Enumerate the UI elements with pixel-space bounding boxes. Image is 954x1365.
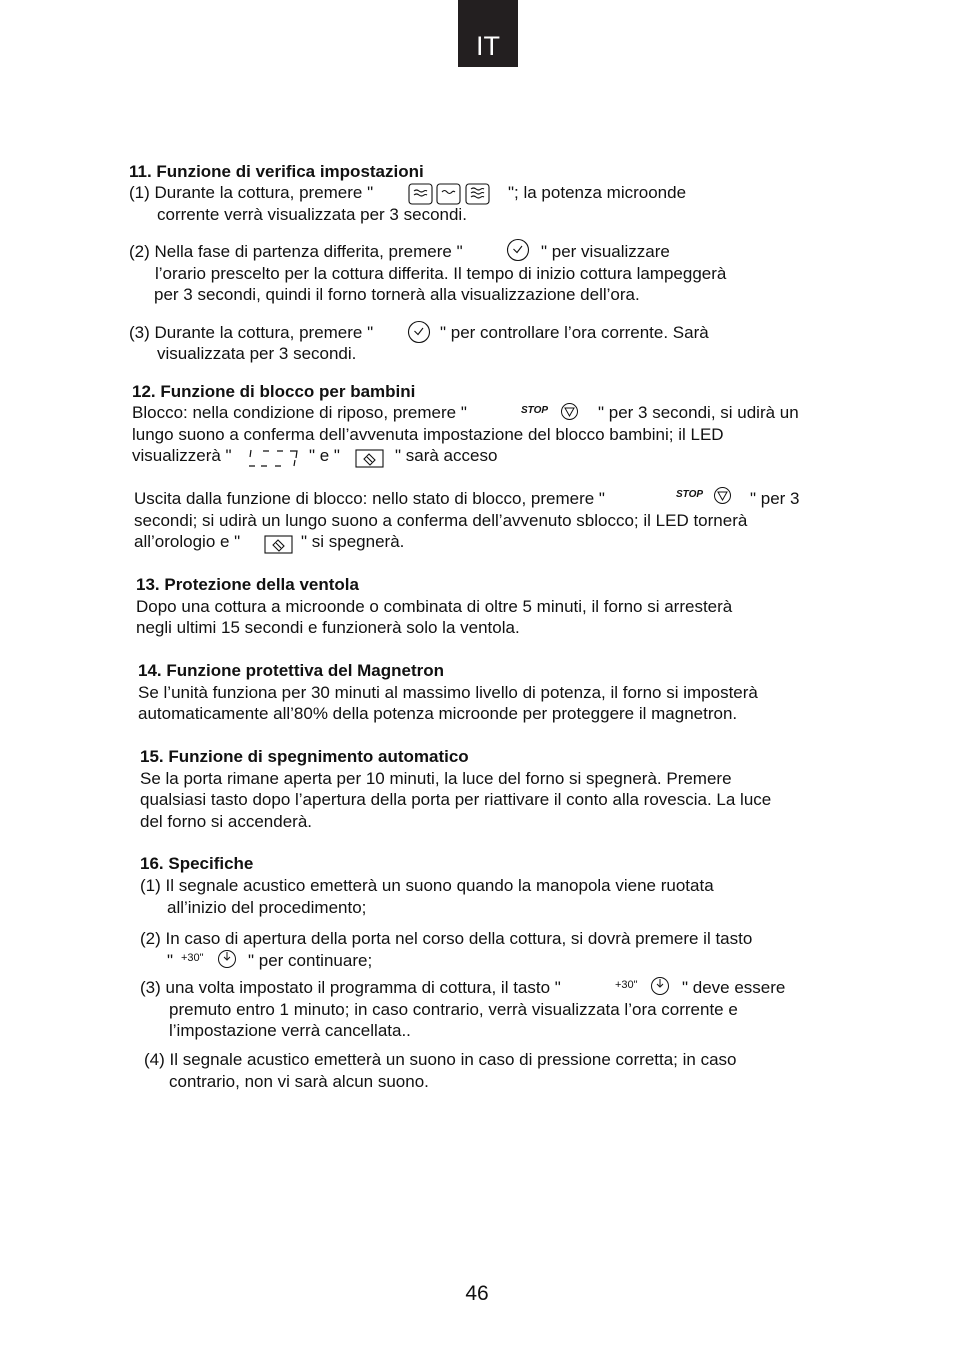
stop-icon xyxy=(676,486,738,506)
section-12-title: 12. Funzione di blocco per bambini xyxy=(132,382,416,401)
language-tab: IT xyxy=(458,0,518,67)
s15-l1: Se la porta rimane aperta per 10 minuti, la luce del forno si spegnerà. Premere xyxy=(140,769,732,788)
microwave-power-icon xyxy=(408,183,492,205)
s11-p3b: " per controllare l’ora corrente. Sarà xyxy=(440,323,709,342)
s12-u1b: " per 3 xyxy=(750,489,800,508)
s12-b1d: visualizzerà " xyxy=(132,446,232,465)
s12-u1a: Uscita dalla funzione di blocco: nello stato di blocco, premere " xyxy=(134,489,605,508)
s11-p1b: "; la potenza microonde xyxy=(508,183,687,202)
led-dashes-icon xyxy=(247,448,303,468)
page-number: 46 xyxy=(465,1282,489,1305)
child-lock-icon xyxy=(264,535,294,555)
plus30-label: +30" xyxy=(181,952,204,964)
s11-p1c: corrente verrà visualizzata per 3 secondi. xyxy=(157,205,467,224)
s16-d1: (4) Il segnale acustico emetterà un suono in caso di pressione corretta; in caso xyxy=(144,1050,737,1069)
start-plus30-icon xyxy=(181,949,241,971)
s16-a2: all’inizio del procedimento; xyxy=(167,898,367,917)
stop-label: STOP xyxy=(676,489,704,500)
s12-b1f: " sarà acceso xyxy=(395,446,498,465)
s16-c1b: " deve essere xyxy=(682,978,786,997)
s11-p2c: l’orario prescelto per la cottura differita. Il tempo di inizio cottura lampeggerà xyxy=(155,264,727,283)
s16-a1: (1) Il segnale acustico emetterà un suono quando la manopola viene ruotata xyxy=(140,876,714,895)
s16-b2b: " per continuare; xyxy=(248,951,373,970)
start-plus30-icon xyxy=(615,976,675,998)
s16-c2: premuto entro 1 minuto; in caso contrario, verrà visualizzata l’ora corrente e xyxy=(169,1000,738,1019)
s16-c3: l’impostazione verrà cancellata.. xyxy=(169,1021,411,1040)
s12-u1d: all’orologio e " xyxy=(134,532,241,551)
s16-d2: contrario, non vi sarà alcun suono. xyxy=(169,1072,429,1091)
s11-p3c: visualizzata per 3 secondi. xyxy=(157,344,357,363)
s11-p2a: (2) Nella fase di partenza differita, premere " xyxy=(129,242,463,261)
s12-b1b: " per 3 secondi, si udirà un xyxy=(598,403,799,422)
s11-p1a: (1) Durante la cottura, premere " xyxy=(129,183,374,202)
s16-b2a: " xyxy=(167,951,174,970)
clock-icon xyxy=(407,320,431,344)
s11-p3a: (3) Durante la cottura, premere " xyxy=(129,323,374,342)
s15-l2: qualsiasi tasto dopo l’apertura della porta per riattivare il conto alla rovescia. La luce xyxy=(140,790,772,809)
s16-c1a: (3) una volta impostato il programma di cottura, il tasto " xyxy=(140,978,561,997)
section-16-title: 16. Specifiche xyxy=(140,854,254,873)
section-14-title: 14. Funzione protettiva del Magnetron xyxy=(138,661,445,680)
section-11-title: 11. Funzione di verifica impostazioni xyxy=(129,162,424,181)
section-13-title: 13. Protezione della ventola xyxy=(136,575,359,594)
s13-l2: negli ultimi 15 secondi e funzionerà solo la ventola. xyxy=(136,618,520,637)
s15-l3: del forno si accenderà. xyxy=(140,812,312,831)
s14-l2: automaticamente all’80% della potenza microonde per proteggere il magnetron. xyxy=(138,704,738,723)
s12-u1e: " si spegnerà. xyxy=(301,532,405,551)
s12-b1c: lungo suono a conferma dell’avvenuta impostazione del blocco bambini; il LED xyxy=(132,425,724,444)
s12-u1c: secondi; si udirà un lungo suono a conferma dell’avvenuto sblocco; il LED tornerà xyxy=(134,511,748,530)
s11-p2d: per 3 secondi, quindi il forno tornerà alla visualizzazione dell’ora. xyxy=(154,285,640,304)
s16-b1: (2) In caso di apertura della porta nel corso della cottura, si dovrà premere il tasto xyxy=(140,929,753,948)
stop-icon xyxy=(521,402,583,422)
clock-icon xyxy=(506,238,530,262)
stop-label: STOP xyxy=(521,405,549,416)
s12-b1a: Blocco: nella condizione di riposo, premere " xyxy=(132,403,467,422)
plus30-label: +30" xyxy=(615,979,638,991)
s11-p2b: " per visualizzare xyxy=(541,242,670,261)
s12-b1e: " e " xyxy=(309,446,340,465)
section-15-title: 15. Funzione di spegnimento automatico xyxy=(140,747,469,766)
child-lock-icon xyxy=(355,449,385,469)
s14-l1: Se l’unità funziona per 30 minuti al massimo livello di potenza, il forno si imposterà xyxy=(138,683,758,702)
s13-l1: Dopo una cottura a microonde o combinata di oltre 5 minuti, il forno si arresterà xyxy=(136,597,733,616)
